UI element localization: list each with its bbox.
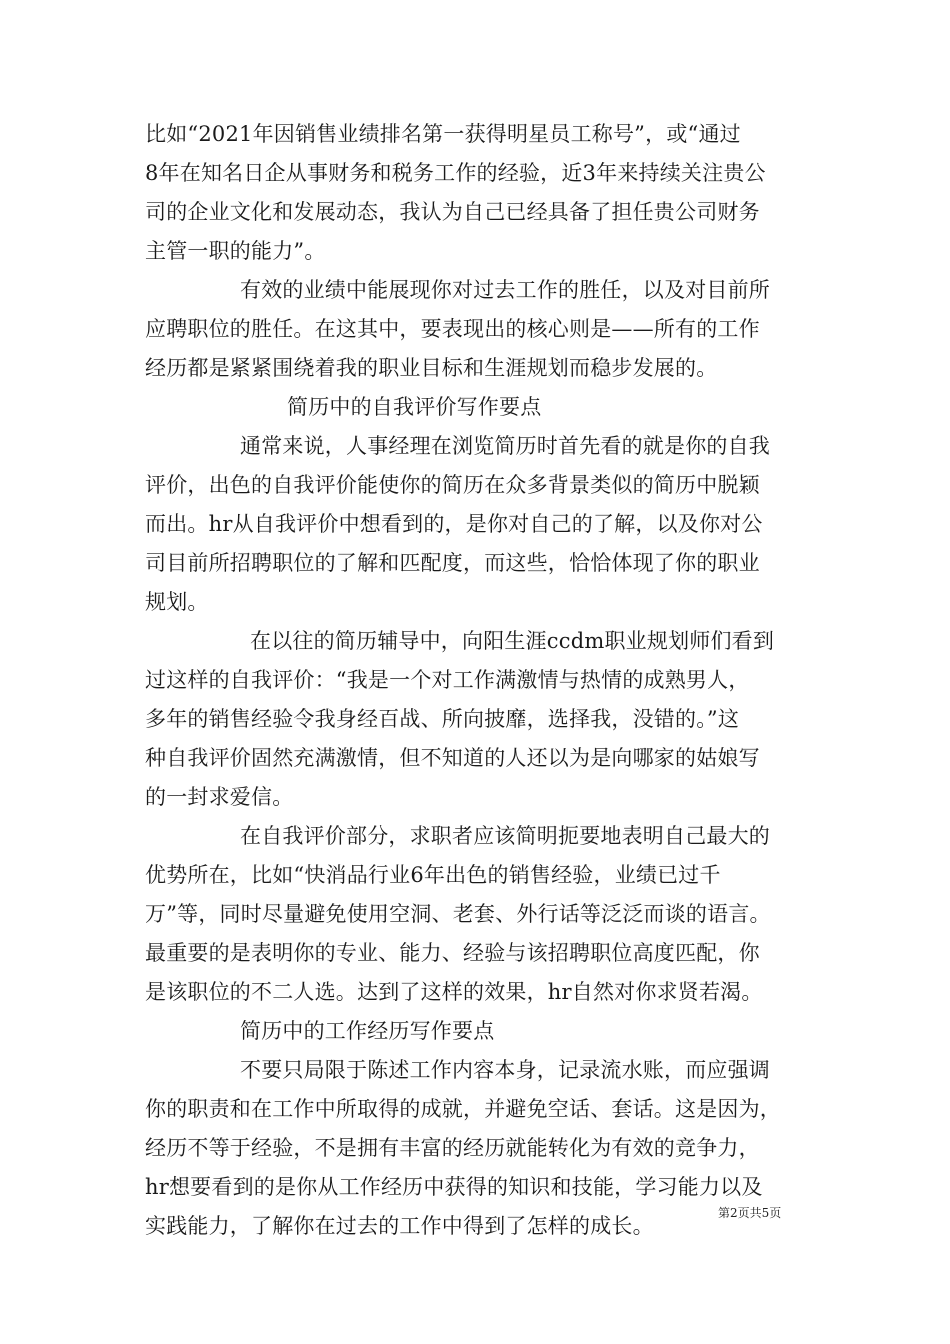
body-line: 多年的销售经验令我身经百战、所向披靡，选择我，没错的。”这 bbox=[145, 707, 740, 731]
section-heading-work-experience: 简历中的工作经历写作要点 bbox=[240, 1019, 495, 1043]
body-line: 你的职责和在工作中所取得的成就，并避免空话、套话。这是因为， bbox=[145, 1097, 781, 1121]
body-line: 比如“2021年因销售业绩排名第一获得明星员工称号”，或“通过 bbox=[145, 122, 741, 146]
body-line: 优势所在，比如“快消品行业6年出色的销售经验，业绩已过千 bbox=[145, 863, 721, 887]
body-line: 评价，出色的自我评价能使你的简历在众多背景类似的简历中脱颖 bbox=[145, 473, 760, 497]
body-line: 在自我评价部分，求职者应该简明扼要地表明自己最大的 bbox=[240, 824, 770, 848]
body-line: 8年在知名日企从事财务和税务工作的经验，近3年来持续关注贵公 bbox=[145, 161, 766, 185]
body-line: 是该职位的不二人选。达到了这样的效果，hr自然对你求贤若渴。 bbox=[145, 980, 763, 1004]
body-line: 经历都是紧紧围绕着我的职业目标和生涯规划而稳步发展的。 bbox=[145, 356, 718, 380]
body-line: 实践能力，了解你在过去的工作中得到了怎样的成长。 bbox=[145, 1214, 654, 1238]
body-line: 在以往的简历辅导中，向阳生涯ccdm职业规划师们看到 bbox=[250, 629, 775, 653]
body-line: 种自我评价固然充满激情，但不知道的人还以为是向哪家的姑娘写 bbox=[145, 746, 760, 770]
body-line: hr想要看到的是你从工作经历中获得的知识和技能，学习能力以及 bbox=[145, 1175, 763, 1199]
page-number-footer: 第2页共5页 bbox=[718, 1206, 782, 1220]
body-line: 过这样的自我评价：“我是一个对工作满激情与热情的成熟男人， bbox=[145, 668, 750, 692]
body-line: 规划。 bbox=[145, 590, 209, 614]
section-heading-self-evaluation: 简历中的自我评价写作要点 bbox=[287, 395, 542, 419]
body-line: 应聘职位的胜任。在这其中，要表现出的核心则是——所有的工作 bbox=[145, 317, 760, 341]
body-line: 主管一职的能力”。 bbox=[145, 239, 326, 263]
body-line: 司目前所招聘职位的了解和匹配度，而这些，恰恰体现了你的职业 bbox=[145, 551, 760, 575]
body-line: 司的企业文化和发展动态，我认为自己已经具备了担任贵公司财务 bbox=[145, 200, 760, 224]
body-line: 而出。hr从自我评价中想看到的，是你对自己的了解，以及你对公 bbox=[145, 512, 763, 536]
body-line: 经历不等于经验，不是拥有丰富的经历就能转化为有效的竞争力， bbox=[145, 1136, 760, 1160]
body-line: 最重要的是表明你的专业、能力、经验与该招聘职位高度匹配，你 bbox=[145, 941, 760, 965]
body-line: 不要只局限于陈述工作内容本身，记录流水账，而应强调 bbox=[240, 1058, 770, 1082]
body-line: 通常来说，人事经理在浏览简历时首先看的就是你的自我 bbox=[240, 434, 770, 458]
body-line: 的一封求爱信。 bbox=[145, 785, 294, 809]
body-line: 有效的业绩中能展现你对过去工作的胜任，以及对目前所 bbox=[240, 278, 770, 302]
body-line: 万”等，同时尽量避免使用空洞、老套、外行话等泛泛而谈的语言。 bbox=[145, 902, 771, 926]
